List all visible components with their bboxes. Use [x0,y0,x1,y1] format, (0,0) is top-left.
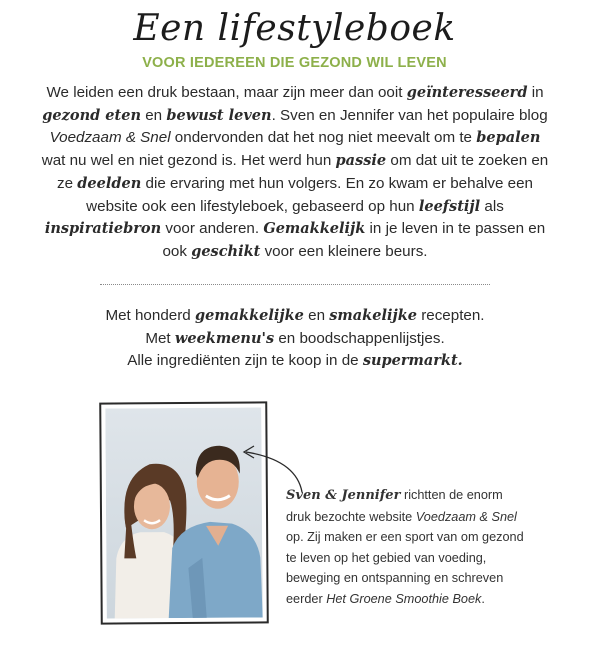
intro-highlight: bewust leven [166,106,272,124]
intro-highlight: geïnteresseerd [406,84,528,101]
intro-text: in [527,84,544,101]
intro-text: in je leven in te passen en ook [162,220,546,260]
intro-text: en [141,106,167,124]
author-photo-frame [99,401,269,624]
feature-line-supermarket [60,350,530,373]
intro-highlight: gezond eten [42,106,141,124]
intro-text: We leiden een druk bestaan, maar zijn meer dan ooit [46,84,407,101]
intro-text: voor anderen. [161,220,264,238]
author-caption [286,485,526,610]
intro-text: om dat uit te zoeken en ze [57,152,549,192]
feature-highlight: weekmenu's [174,329,275,347]
intro-highlight: geschikt [191,242,261,260]
intro-highlight: bepalen [476,129,541,147]
feature-text: Met honderd [105,307,195,324]
intro-text: als [480,197,504,215]
dotted-divider [100,284,490,285]
feature-text: Met [145,329,175,347]
intro-text: ondervonden dat het nog niet meevalt om te [170,129,477,147]
feature-highlight: supermarkt. [362,352,463,369]
caption-text: op. Zij maken er een sport van om gezond te leven op het gebied van voeding, beweging en ontspanning en schreven eerder [286,530,524,606]
intro-blog-name: Voedzaam & Snel [49,129,171,147]
feature-line-recipes [60,305,530,328]
intro-highlight: deelden [77,174,142,192]
caption-blog-name: Voedzaam & Snel [415,509,517,524]
author-names: Sven & Jennifer [286,488,401,503]
page-title: Een lifestyleboek [133,8,456,49]
intro-highlight: passie [335,152,387,170]
feature-text: en boodschappenlijstjes. [274,329,445,347]
intro-text: wat nu wel en niet gezond is. Het werd hun [41,152,336,170]
caption-text: . [481,591,485,606]
intro-text: voor een kleinere beurs. [260,242,428,260]
feature-text: Alle ingrediënten zijn te koop in de [127,352,363,369]
feature-highlight: smakelijke [329,307,417,324]
feature-text: en [303,307,330,324]
caption-book-title: Het Groene Smoothie Boek [326,591,482,606]
page-subtitle: VOOR IEDEREEN DIE GEZOND WIL LEVEN [142,55,447,71]
features-list [60,305,530,373]
feature-line-menus [60,328,530,351]
feature-text: recepten. [416,307,485,324]
caption-text: richtten de enorm druk bezochte website [286,488,503,524]
intro-highlight: Gemakkelijk [263,220,366,238]
intro-text: die ervaring met hun volgers. En zo kwam er behalve een website ook een lifestyleboek, gebaseerd op hun [86,174,533,215]
intro-paragraph [40,82,550,264]
intro-text: . Sven en Jennifer van het populaire blog [271,106,548,124]
feature-highlight: gemakkelijke [194,307,304,324]
intro-highlight: leefstijl [418,197,481,215]
intro-highlight: inspiratiebron [44,220,162,238]
